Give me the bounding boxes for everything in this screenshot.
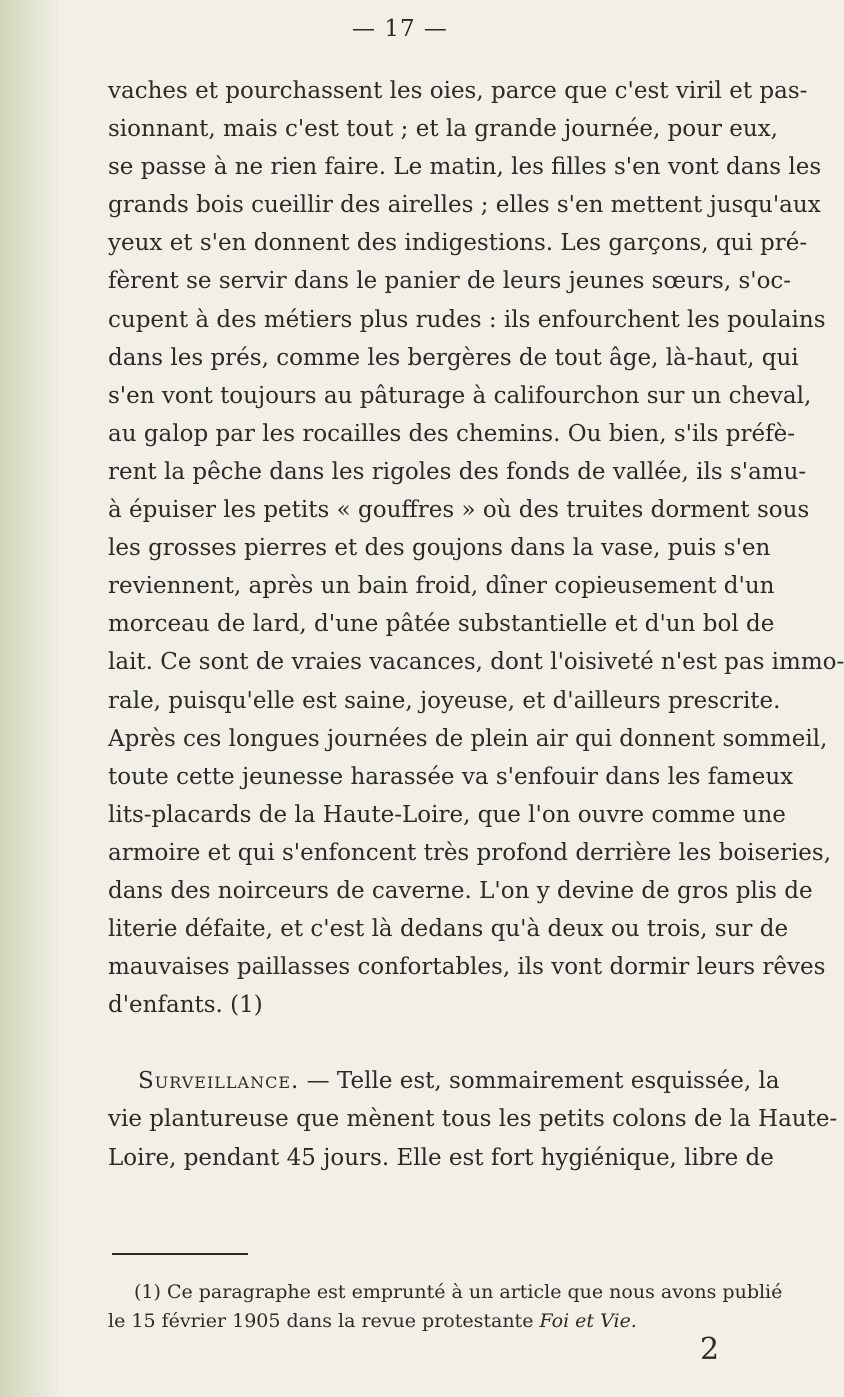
footnote-journal-title: Foi et Vie. [539, 1310, 637, 1332]
text-line: s'en vont toujours au pâturage à califourchon sur un cheval, [108, 382, 812, 409]
text-line: lait. Ce sont de vraies vacances, dont l'oisiveté n'est pas immo- [108, 649, 844, 676]
text-line: Après ces longues journées de plein air qui donnent sommeil, [108, 725, 828, 752]
footnote-text: le 15 février 1905 dans la revue protestante [108, 1310, 540, 1332]
text-line: reviennent, après un bain froid, dîner copieusement d'un [108, 573, 775, 600]
text-line: vaches et pourchassent les oies, parce que c'est viril et pas- [108, 78, 808, 104]
text-line: lits-placards de la Haute-Loire, que l'on ouvre comme une [108, 801, 786, 828]
signature-mark: 2 [700, 1332, 720, 1367]
text-line: rale, puisqu'elle est saine, joyeuse, et d'ailleurs prescrite. [108, 687, 781, 714]
text-line: dans les prés, comme les bergères de tout âge, là-haut, qui [108, 344, 799, 371]
text-line: toute cette jeunesse harassée va s'enfouir dans les fameux [108, 763, 794, 790]
text-line: yeux et s'en donnent des indigestions. Les garçons, qui pré- [108, 230, 808, 257]
text-line: mauvaises paillasses confortables, ils vont dormir leurs rêves [108, 954, 826, 981]
text-line: rent la pêche dans les rigoles des fonds de vallée, ils s'amu- [108, 458, 807, 485]
section-heading-continuation: — Telle est, sommairement esquissée, la [299, 1068, 780, 1095]
text-line: armoire et qui s'enfoncent très profond derrière les boiseries, [108, 839, 832, 866]
text-line: literie défaite, et c'est là dedans qu'à deux ou trois, sur de [108, 916, 789, 943]
text-line: morceau de lard, d'une pâtée substantielle et d'un bol de [108, 611, 775, 638]
paragraph-gap [108, 1024, 760, 1062]
text-line: au galop par les rocailles des chemins. Ou bien, s'ils préfè- [108, 420, 796, 447]
body-text [108, 72, 844, 1177]
text-line: Loire, pendant 45 jours. Elle est fort hygiénique, libre de [108, 1144, 774, 1171]
text-line: vie plantureuse que mènent tous les petits colons de la Haute- [108, 1106, 838, 1133]
text-line: se passe à ne rien faire. Le matin, les filles s'en vont dans les [108, 154, 822, 181]
text-line: sionnant, mais c'est tout ; et la grande journée, pour eux, [108, 116, 778, 143]
text-line: grands bois cueillir des airelles ; elles s'en mettent jusqu'aux [108, 192, 821, 219]
text-line: dans des noirceurs de caverne. L'on y devine de gros plis de [108, 877, 813, 904]
page-edge-shadow [0, 0, 58, 1397]
footnote-line: (1) Ce paragraphe est emprunté à un article que nous avons publié [134, 1281, 783, 1303]
page-number: — 17 — [352, 16, 448, 42]
text-line-last: d'enfants. (1) [108, 992, 263, 1019]
footnote-separator [112, 1253, 248, 1255]
text-line: à épuiser les petits « gouffres » où des truites dorment sous [108, 497, 810, 524]
section-first-line [108, 1062, 780, 1100]
section-heading: Surveillance. [138, 1068, 300, 1095]
footnote-line [108, 1307, 760, 1336]
text-line: cupent à des métiers plus rudes : ils enfourchent les poulains [108, 306, 826, 333]
text-line: fèrent se servir dans le panier de leurs jeunes sœurs, s'oc- [108, 268, 792, 295]
text-line: les grosses pierres et des goujons dans la vase, puis s'en [108, 535, 771, 562]
footnotes [108, 1278, 783, 1336]
